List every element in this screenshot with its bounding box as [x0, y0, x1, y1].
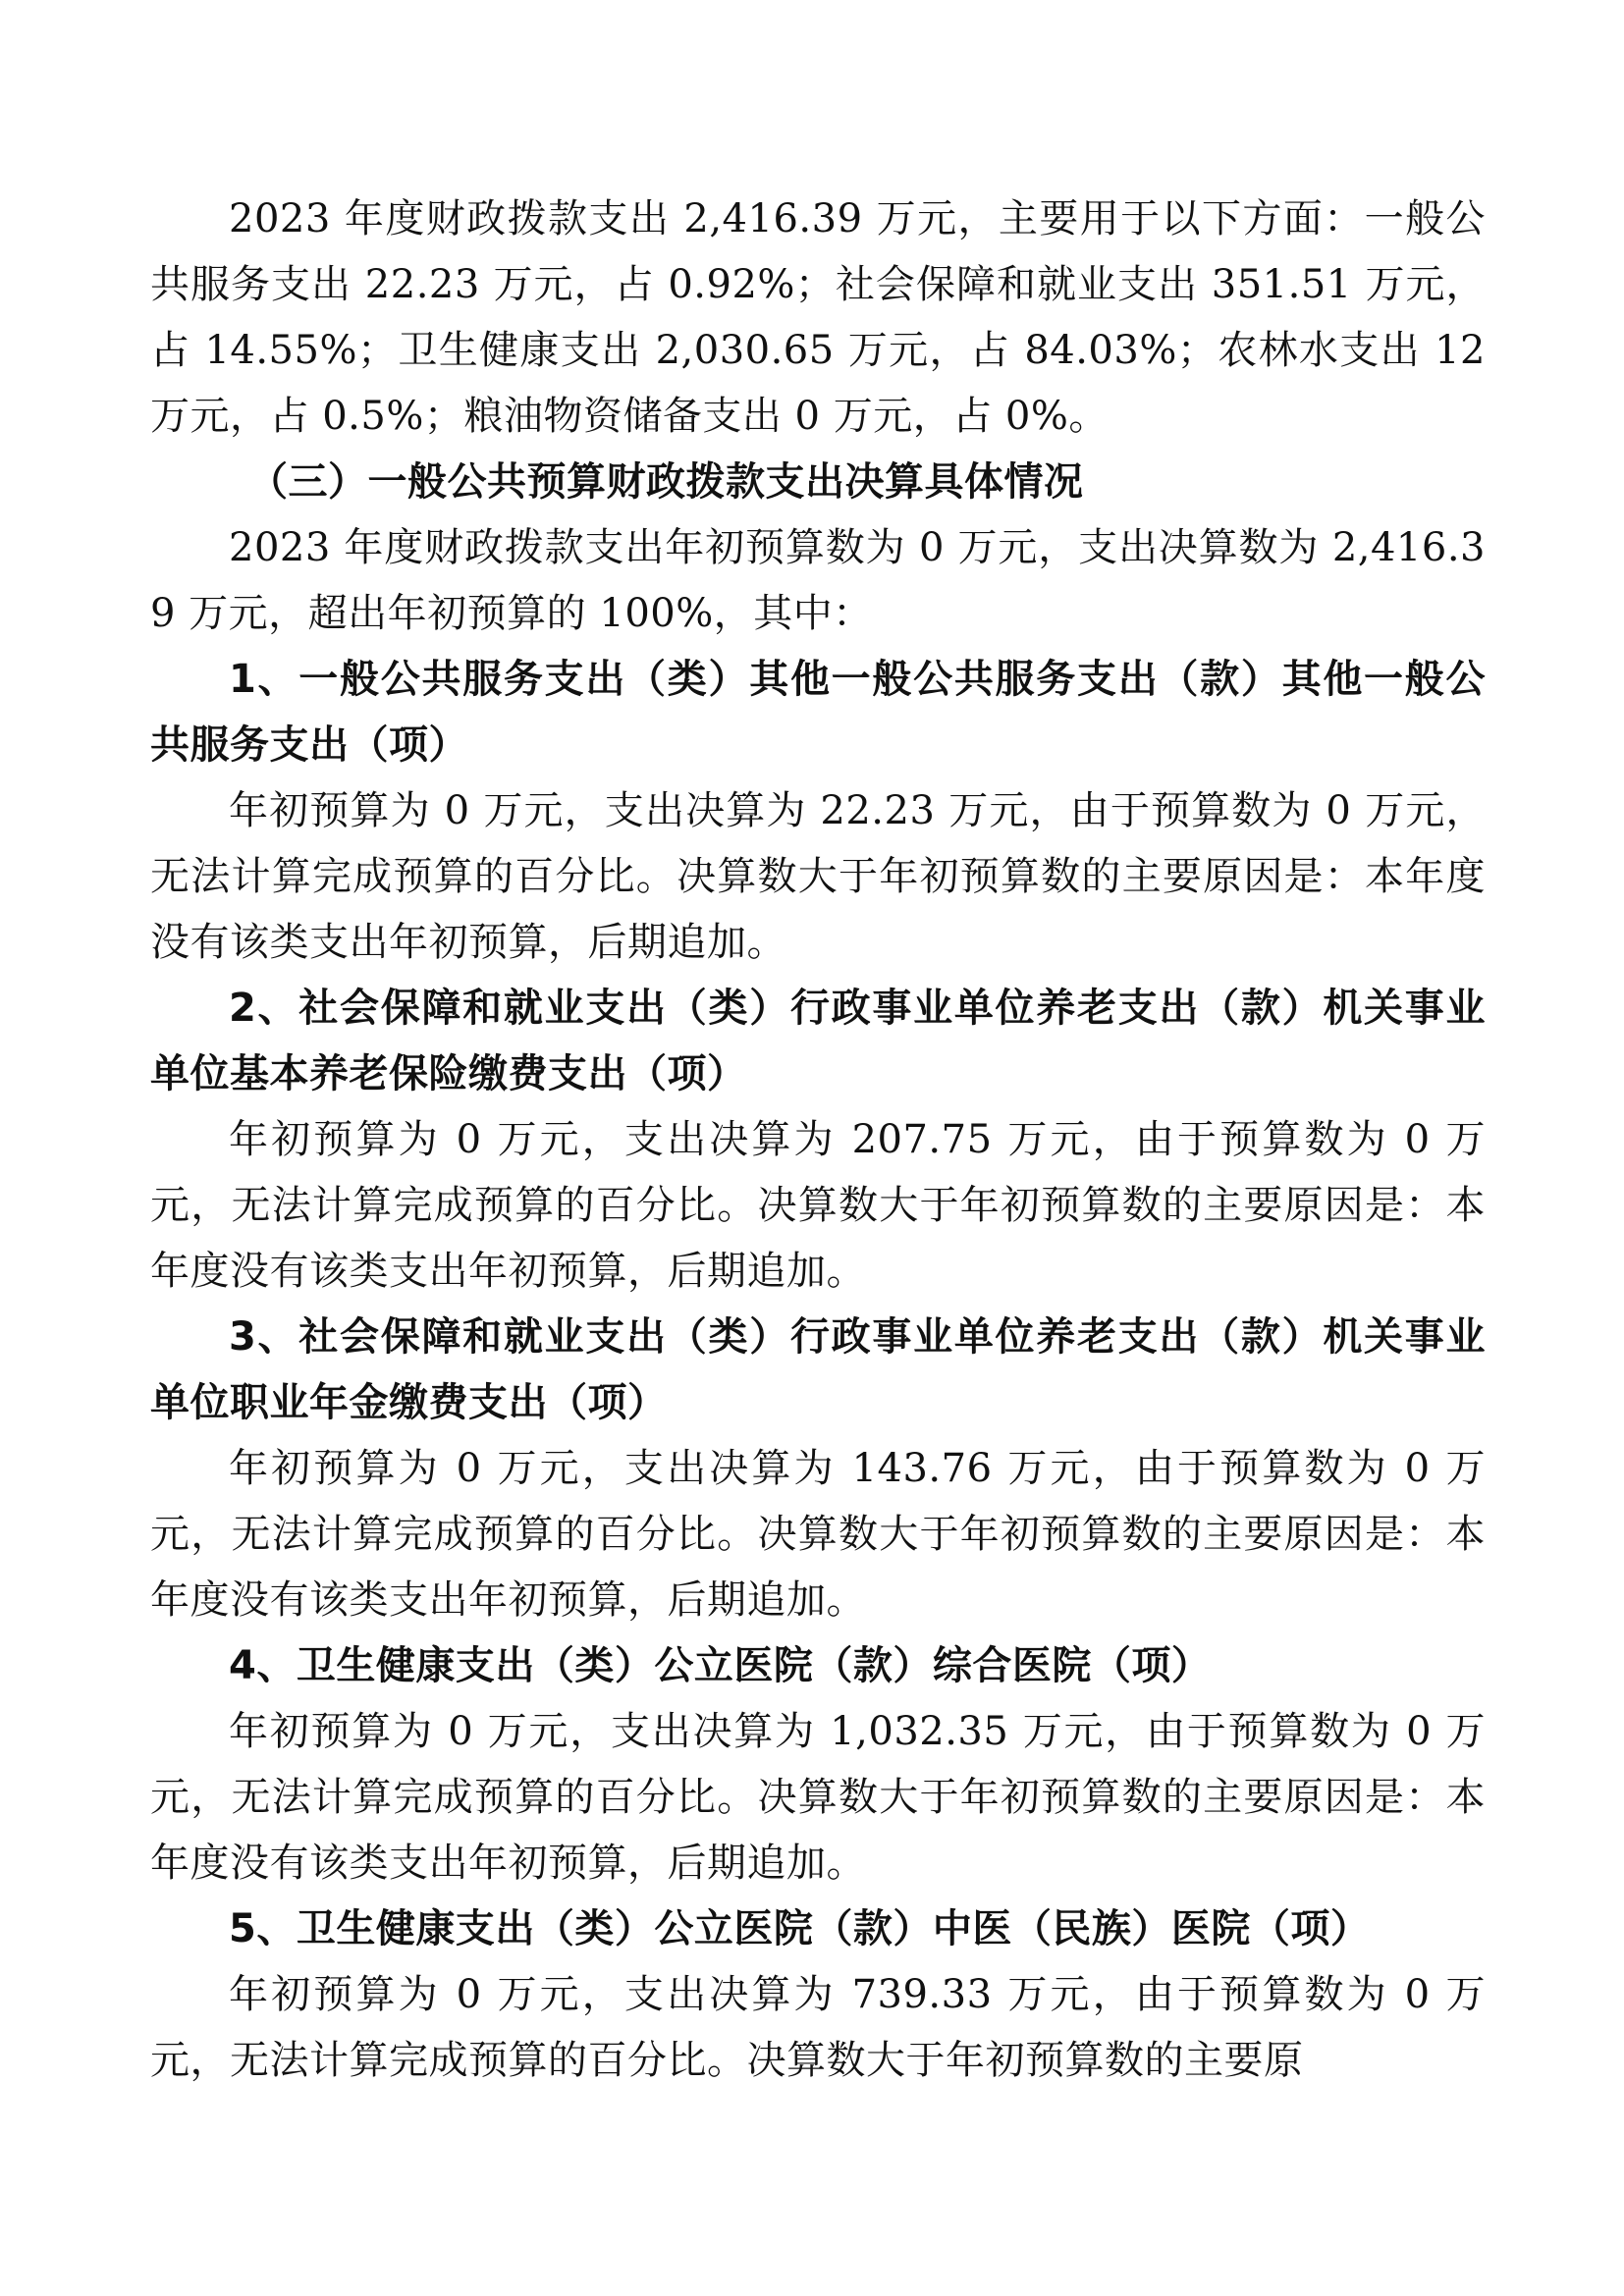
item-2-heading: 2、社会保障和就业支出（类）行政事业单位养老支出（款）机关事业单位基本养老保险缴费支出（项）: [150, 986, 1486, 1096]
item-4-body: 年初预算为 0 万元，支出决算为 1,032.35 万元，由于预算数为 0 万元，无法计算完成预算的百分比。决算数大于年初预算数的主要原因是：本年度没有该类支出年初预算，后期追加。: [150, 1709, 1486, 1886]
intro-paragraph: 2023 年度财政拨款支出 2,416.39 万元，主要用于以下方面：一般公共服务支出 22.23 万元，占 0.92%；社会保障和就业支出 351.51 万元，占 14.55%；卫生健康支出 2,030.65 万元，占 84.03%；农林水支出 12 万元，占 0.5%；粮油物资储备支出 0 万元，占 0%。: [150, 196, 1486, 439]
item-3-body: 年初预算为 0 万元，支出决算为 143.76 万元，由于预算数为 0 万元，无法计算完成预算的百分比。决算数大于年初预算数的主要原因是：本年度没有该类支出年初预算，后期追加。: [150, 1446, 1486, 1623]
section-intro-paragraph: 2023 年度财政拨款支出年初预算数为 0 万元，支出决算数为 2,416.39 万元，超出年初预算的 100%，其中：: [150, 525, 1486, 636]
section-title: （三）一般公共预算财政拨款支出决算具体情况: [248, 459, 1084, 505]
item-2-body: 年初预算为 0 万元，支出决算为 207.75 万元，由于预算数为 0 万元，无法计算完成预算的百分比。决算数大于年初预算数的主要原因是：本年度没有该类支出年初预算，后期追加。: [150, 1117, 1486, 1294]
item-5-body: 年初预算为 0 万元，支出决算为 739.33 万元，由于预算数为 0 万元，无法计算完成预算的百分比。决算数大于年初预算数的主要原: [150, 1972, 1486, 2083]
document-page: [150, 187, 1486, 2094]
item-4-heading: 4、卫生健康支出（类）公立医院（款）综合医院（项）: [229, 1643, 1212, 1688]
item-3-heading: 3、社会保障和就业支出（类）行政事业单位养老支出（款）机关事业单位职业年金缴费支出（项）: [150, 1314, 1486, 1425]
item-1-heading: 1、一般公共服务支出（类）其他一般公共服务支出（款）其他一般公共服务支出（项）: [150, 657, 1486, 768]
item-1-body: 年初预算为 0 万元，支出决算为 22.23 万元，由于预算数为 0 万元，无法计算完成预算的百分比。决算数大于年初预算数的主要原因是：本年度没有该类支出年初预算，后期追加。: [150, 788, 1486, 965]
item-5-heading: 5、卫生健康支出（类）公立医院（款）中医（民族）医院（项）: [229, 1906, 1371, 1951]
